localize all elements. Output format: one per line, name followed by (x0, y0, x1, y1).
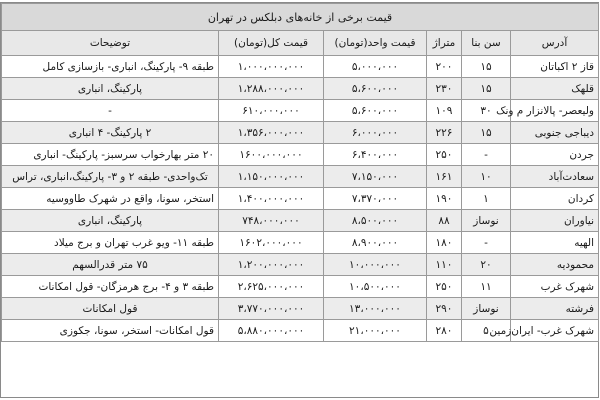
header-area: متراژ (427, 31, 462, 56)
cell-total-price: ۱۶۰۰،۰۰۰،۰۰۰ (219, 144, 324, 166)
cell-notes: پارکینگ، انباری (2, 210, 219, 232)
table-row (2, 254, 599, 276)
cell-address: ولیعصر- پالانزار م ونک (511, 100, 599, 122)
table-title-row (2, 4, 599, 31)
cell-area: ۱۰۹ (427, 100, 462, 122)
cell-notes: تک‌واحدی- طبقه ۲ و ۳- پارکینگ،انباری، تراس (2, 166, 219, 188)
cell-address: کردان (511, 188, 599, 210)
cell-area: ۲۳۰ (427, 78, 462, 100)
cell-age: ۲۰ (462, 254, 511, 276)
cell-unit-price: ۶،۴۰۰،۰۰۰ (324, 144, 427, 166)
cell-area: ۸۸ (427, 210, 462, 232)
cell-age: ۱ (462, 188, 511, 210)
cell-unit-price: ۵،۶۰۰،۰۰۰ (324, 100, 427, 122)
cell-total-price: ۱،۴۰۰،۰۰۰،۰۰۰ (219, 188, 324, 210)
cell-address: محمودیه (511, 254, 599, 276)
cell-notes: ۲۰ متر بهارخواب سرسبز- پارکینگ- انباری (2, 144, 219, 166)
cell-notes: طبقه ۹- پارکینگ، انباری- بازسازی کامل (2, 56, 219, 78)
cell-address: فرشته (511, 298, 599, 320)
cell-unit-price: ۲۱،۰۰۰،۰۰۰ (324, 320, 427, 342)
cell-unit-price: ۱۰،۰۰۰،۰۰۰ (324, 254, 427, 276)
cell-total-price: ۵،۸۸۰،۰۰۰،۰۰۰ (219, 320, 324, 342)
table-row (2, 210, 599, 232)
table-row (2, 232, 599, 254)
cell-age: ۱۵ (462, 78, 511, 100)
cell-total-price: ۲،۶۲۵،۰۰۰،۰۰۰ (219, 276, 324, 298)
cell-address: قلهک (511, 78, 599, 100)
cell-total-price: ۷۴۸،۰۰۰،۰۰۰ (219, 210, 324, 232)
cell-area: ۲۵۰ (427, 276, 462, 298)
cell-area: ۲۲۶ (427, 122, 462, 144)
table-row (2, 144, 599, 166)
cell-notes: استخر، سونا، واقع در شهرک طاووسیه (2, 188, 219, 210)
cell-unit-price: ۶،۰۰۰،۰۰۰ (324, 122, 427, 144)
cell-total-price: ۱،۳۵۶،۰۰۰،۰۰۰ (219, 122, 324, 144)
cell-address: نیاوران (511, 210, 599, 232)
cell-area: ۱۸۰ (427, 232, 462, 254)
cell-address: شهرک غرب (511, 276, 599, 298)
cell-address: قاز ۲ اکباتان (511, 56, 599, 78)
cell-unit-price: ۸،۵۰۰،۰۰۰ (324, 210, 427, 232)
cell-area: ۲۵۰ (427, 144, 462, 166)
price-table (1, 3, 599, 342)
cell-unit-price: ۱۰،۵۰۰،۰۰۰ (324, 276, 427, 298)
cell-age: ۱۱ (462, 276, 511, 298)
cell-age: - (462, 144, 511, 166)
table-header-row (2, 31, 599, 56)
cell-unit-price: ۷،۳۷۰،۰۰۰ (324, 188, 427, 210)
cell-notes: ۲ پارکینگ- ۴ انباری (2, 122, 219, 144)
cell-address: شهرک غرب- ایران‌زمین (511, 320, 599, 342)
cell-area: ۲۸۰ (427, 320, 462, 342)
table-row (2, 188, 599, 210)
cell-notes: - (2, 100, 219, 122)
cell-total-price: ۱،۰۰۰،۰۰۰،۰۰۰ (219, 56, 324, 78)
cell-area: ۱۱۰ (427, 254, 462, 276)
cell-notes: قول امکانات (2, 298, 219, 320)
header-unit-price: قیمت واحد(تومان) (324, 31, 427, 56)
cell-address: سعادت‌آباد (511, 166, 599, 188)
cell-age: ۱۵ (462, 56, 511, 78)
header-notes: توضیحات (2, 31, 219, 56)
cell-unit-price: ۱۳،۰۰۰،۰۰۰ (324, 298, 427, 320)
table-row (2, 122, 599, 144)
cell-age: ۳۰ (462, 100, 511, 122)
cell-area: ۱۶۱ (427, 166, 462, 188)
header-total-price: قیمت کل(تومان) (219, 31, 324, 56)
cell-total-price: ۶۱۰،۰۰۰،۰۰۰ (219, 100, 324, 122)
cell-age: نوساز (462, 298, 511, 320)
table-row (2, 166, 599, 188)
cell-notes: طبقه ۳ و ۴- برج هرمزگان- قول امکانات (2, 276, 219, 298)
table-row (2, 320, 599, 342)
cell-age: ۱۰ (462, 166, 511, 188)
cell-total-price: ۱۶۰۲،۰۰۰،۰۰۰ (219, 232, 324, 254)
header-address: آدرس (511, 31, 599, 56)
cell-notes: ۷۵ متر قدرالسهم (2, 254, 219, 276)
header-age: سن بنا (462, 31, 511, 56)
cell-age: ۱۵ (462, 122, 511, 144)
table-title: قیمت برخی از خانه‌های دبلکس در تهران (2, 4, 599, 31)
cell-total-price: ۱،۲۸۸،۰۰۰،۰۰۰ (219, 78, 324, 100)
cell-address: جردن (511, 144, 599, 166)
cell-notes: قول امکانات- استخر، سونا، جکوزی (2, 320, 219, 342)
table-row (2, 100, 599, 122)
cell-area: ۱۹۰ (427, 188, 462, 210)
cell-total-price: ۱،۱۵۰،۰۰۰،۰۰۰ (219, 166, 324, 188)
table-row (2, 78, 599, 100)
cell-age: نوساز (462, 210, 511, 232)
cell-area: ۲۰۰ (427, 56, 462, 78)
cell-unit-price: ۸،۹۰۰،۰۰۰ (324, 232, 427, 254)
price-table-frame (0, 2, 599, 398)
cell-area: ۲۹۰ (427, 298, 462, 320)
table-row (2, 56, 599, 78)
cell-unit-price: ۷،۱۵۰،۰۰۰ (324, 166, 427, 188)
cell-total-price: ۳،۷۷۰،۰۰۰،۰۰۰ (219, 298, 324, 320)
table-row (2, 298, 599, 320)
table-row (2, 276, 599, 298)
cell-notes: پارکینگ، انباری (2, 78, 219, 100)
cell-unit-price: ۵،۶۰۰،۰۰۰ (324, 78, 427, 100)
cell-total-price: ۱،۲۰۰،۰۰۰،۰۰۰ (219, 254, 324, 276)
cell-unit-price: ۵،۰۰۰،۰۰۰ (324, 56, 427, 78)
cell-age: - (462, 232, 511, 254)
cell-address: دیباجی جنوبی (511, 122, 599, 144)
cell-age: ۵ (462, 320, 511, 342)
cell-notes: طبقه ۱۱- ویو غرب تهران و برج میلاد (2, 232, 219, 254)
cell-address: الهیه (511, 232, 599, 254)
